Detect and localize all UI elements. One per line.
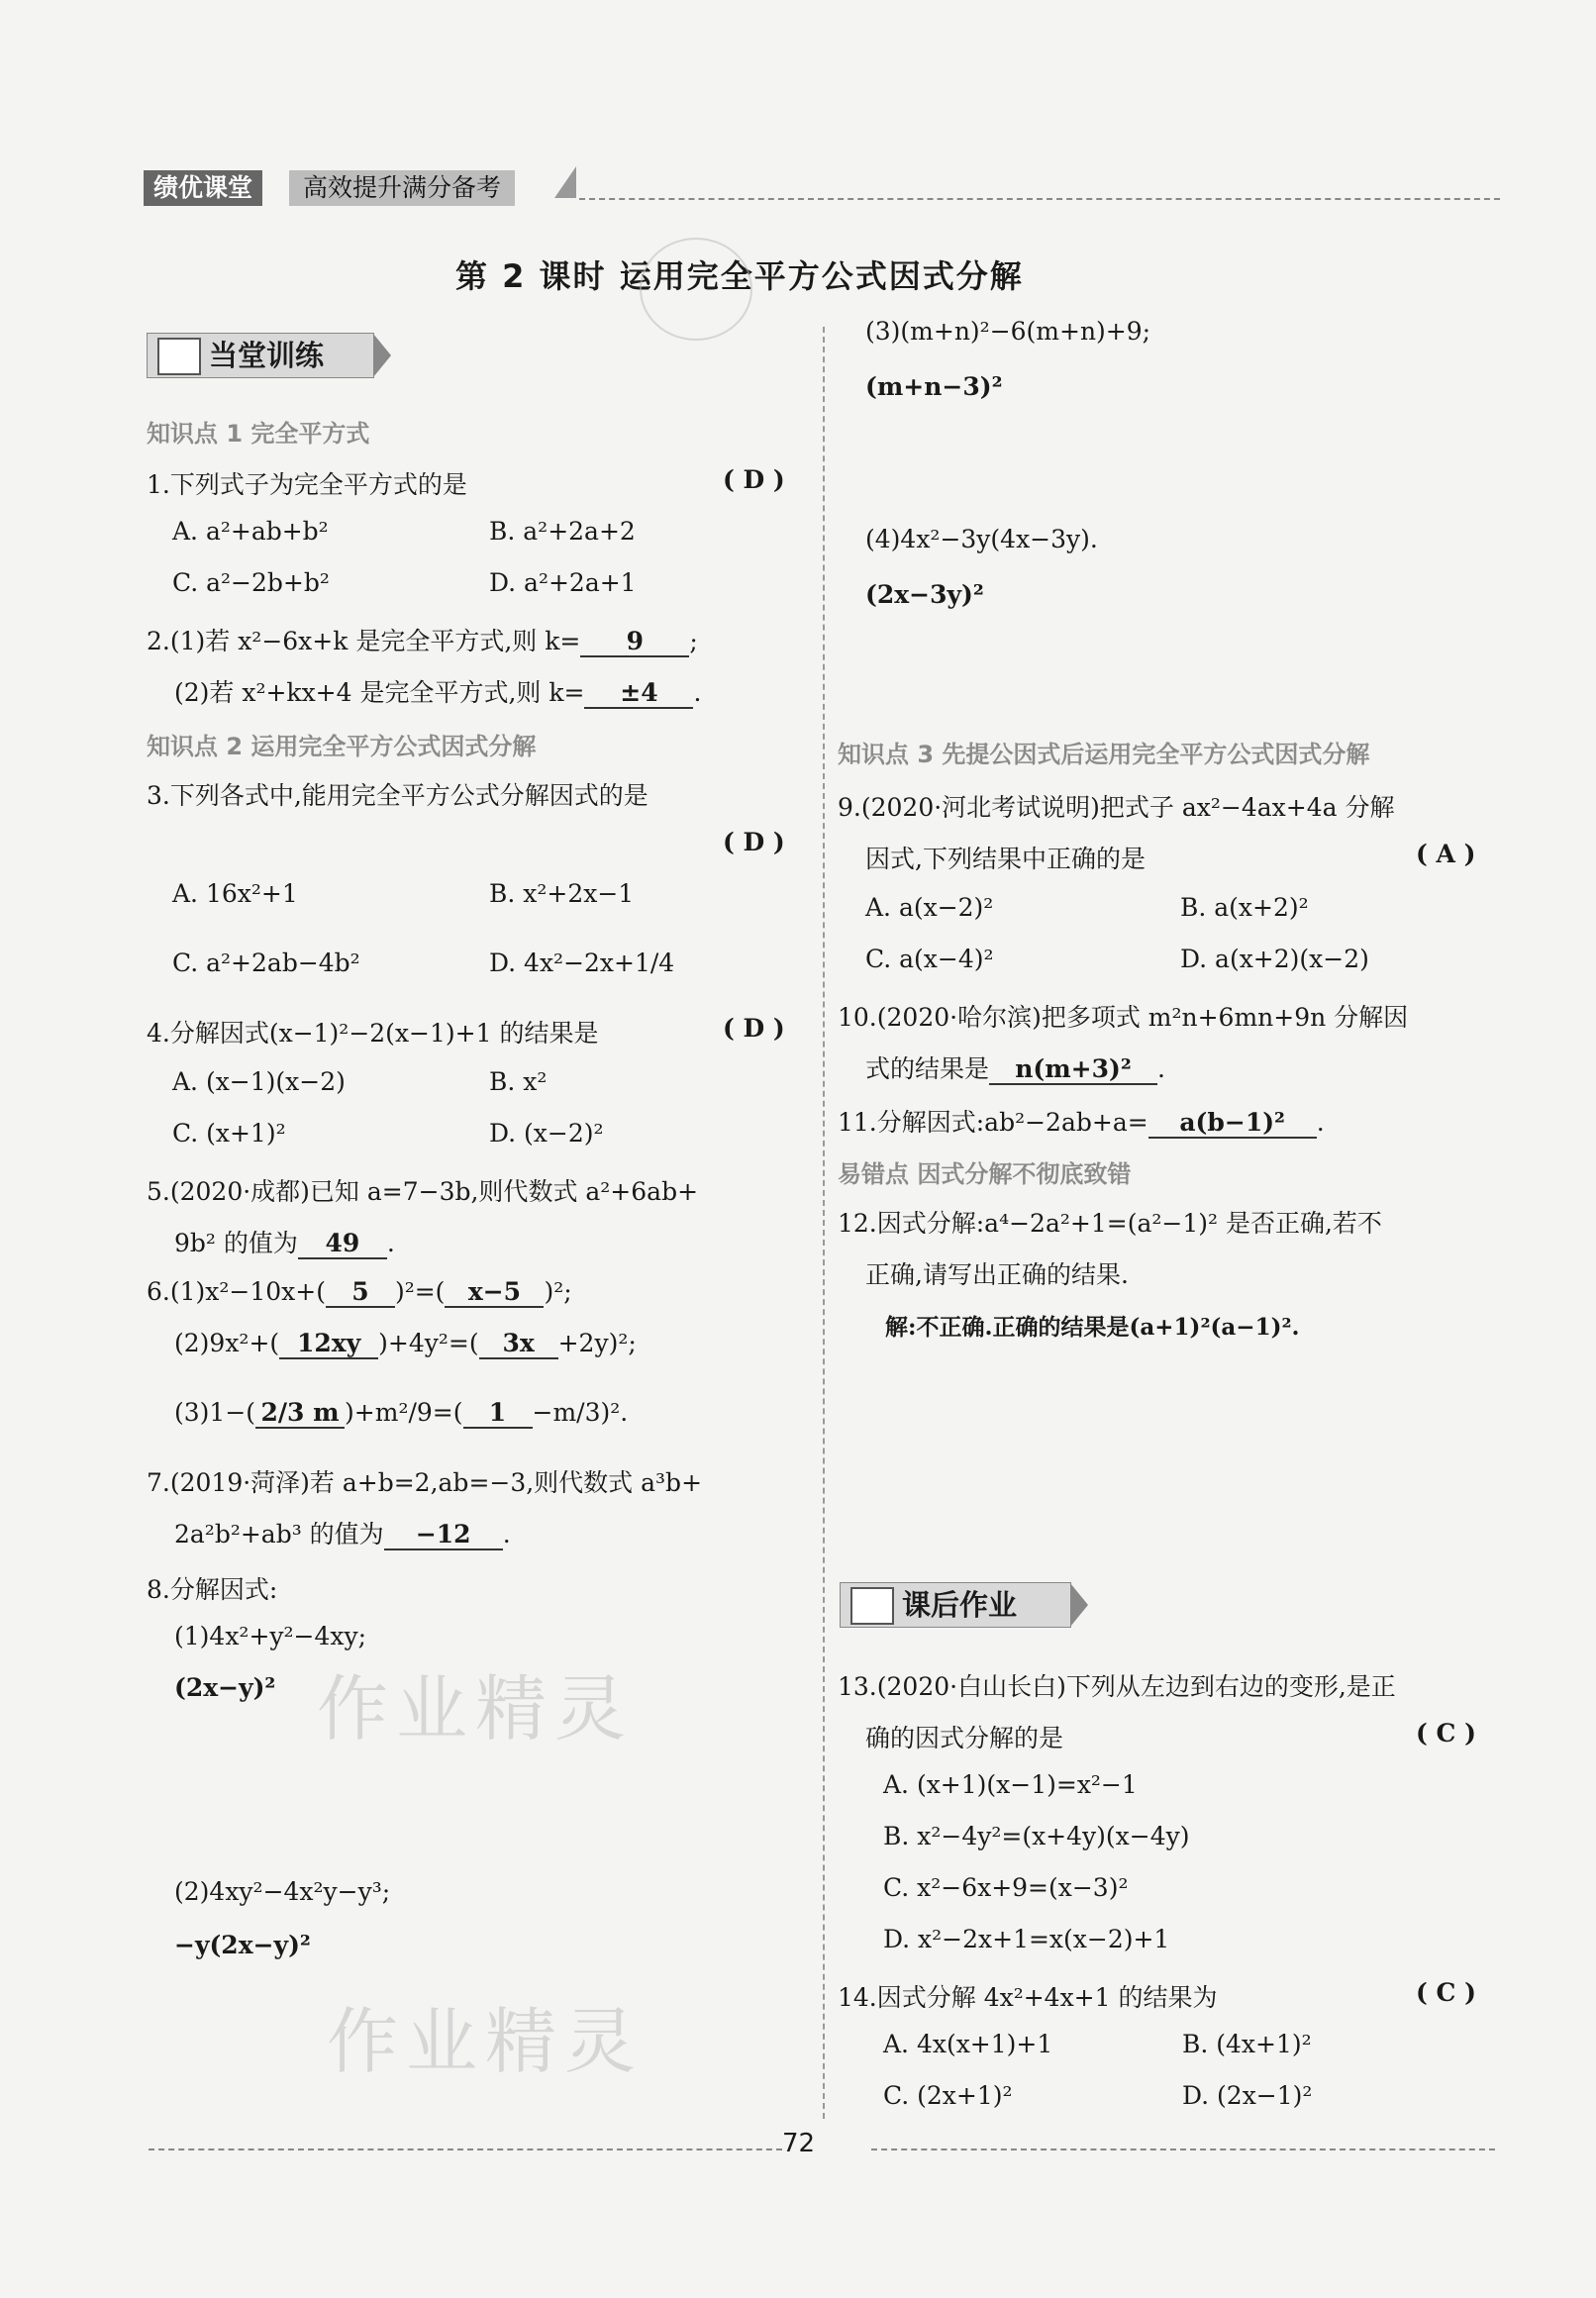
- watermark-2: 作业精灵: [327, 2000, 645, 2083]
- q6-3-c: −m/3)².: [532, 1398, 629, 1427]
- q9-answer: ( A ): [1416, 840, 1476, 868]
- q4-option-a: A. (x−1)(x−2): [172, 1067, 346, 1096]
- q6-2-a: (2)9x²+(: [174, 1329, 280, 1357]
- q9-option-a: A. a(x−2)²: [865, 893, 994, 922]
- q13-answer: ( C ): [1416, 1719, 1476, 1748]
- q7-line1: 7.(2019·菏泽)若 a+b=2,ab=−3,则代数式 a³b+: [147, 1468, 703, 1497]
- q5-answer: 49: [298, 1229, 387, 1259]
- q3-answer: ( D ): [723, 828, 785, 856]
- q11-text: 11.分解因式:ab²−2ab+a=: [838, 1108, 1148, 1137]
- q2-1-text: 2.(1)若 x²−6x+k 是完全平方式,则 k=: [147, 627, 581, 655]
- q6-2-answer1: 12xy: [279, 1329, 378, 1359]
- q6-3-answer2: 1: [463, 1398, 533, 1429]
- q10-line2: [865, 1049, 1165, 1085]
- q14-text: 14.因式分解 4x²+4x+1 的结果为: [838, 1983, 1218, 2012]
- section-homework: [840, 1582, 1071, 1628]
- q9-option-d: D. a(x+2)(x−2): [1180, 945, 1369, 973]
- q5-text: 9b² 的值为: [174, 1229, 298, 1257]
- q3-option-d: D. 4x²−2x+1/4: [489, 949, 675, 977]
- q8-text: 8.分解因式:: [147, 1575, 278, 1604]
- q9-line2: 因式,下列结果中正确的是: [865, 845, 1146, 873]
- knowledge-point-1: 知识点 1 完全平方式: [147, 420, 370, 448]
- section-label: 当堂训练: [209, 339, 325, 372]
- q10-line1: 10.(2020·哈尔滨)把多项式 m²n+6mn+9n 分解因: [838, 1003, 1409, 1032]
- q6-3-b: )+m²/9=(: [345, 1398, 463, 1427]
- q4-option-d: D. (x−2)²: [489, 1119, 604, 1148]
- header-subtitle: 高效提升满分备考: [289, 170, 515, 206]
- q6-1-answer1: 5: [326, 1277, 395, 1308]
- q6-2-b: )+4y²=(: [378, 1329, 479, 1357]
- knowledge-point-2: 知识点 2 运用完全平方公式因式分解: [147, 733, 537, 760]
- q1-option-b: B. a²+2a+2: [489, 517, 636, 546]
- q3-option-b: B. x²+2x−1: [489, 879, 635, 908]
- error-point: 易错点 因式分解不彻底致错: [838, 1160, 1132, 1188]
- q6-1-b: )²=(: [394, 1277, 446, 1306]
- q2-2-answer: ±4: [584, 678, 693, 709]
- page-number: 72: [782, 2129, 816, 2158]
- footer-divider-left: [149, 2148, 782, 2150]
- q13-option-d: D. x²−2x+1=x(x−2)+1: [883, 1925, 1170, 1953]
- section-label: 课后作业: [902, 1588, 1018, 1622]
- footer-divider-right: [871, 2148, 1495, 2150]
- q4-answer: ( D ): [723, 1014, 785, 1043]
- q9-option-c: C. a(x−4)²: [865, 945, 994, 973]
- q5-end: .: [386, 1229, 395, 1257]
- q10-answer: n(m+3)²: [989, 1054, 1157, 1085]
- q14-option-b: B. (4x+1)²: [1182, 2030, 1312, 2058]
- q14-option-a: A. 4x(x+1)+1: [883, 2030, 1053, 2058]
- q2-part2: [174, 673, 701, 709]
- q3-option-a: A. 16x²+1: [172, 879, 298, 908]
- q5-line2: [174, 1224, 395, 1259]
- q1-answer: ( D ): [723, 465, 785, 494]
- page-title: 第 2 课时 运用完全平方公式因式分解: [455, 257, 1024, 295]
- q3-text: 3.下列各式中,能用完全平方公式分解因式的是: [147, 781, 648, 810]
- q11-line: [838, 1103, 1325, 1139]
- q8-1-text: (1)4x²+y²−4xy;: [174, 1622, 367, 1650]
- q8-3-answer: (m+n−3)²: [865, 372, 1003, 401]
- watermark-1: 作业精灵: [317, 1667, 635, 1750]
- q2-2-text: (2)若 x²+kx+4 是完全平方式,则 k=: [174, 678, 585, 707]
- q3-option-c: C. a²+2ab−4b²: [172, 949, 360, 977]
- q8-3-text: (3)(m+n)²−6(m+n)+9;: [865, 317, 1151, 346]
- pencil-icon: [850, 1587, 894, 1625]
- q10-end: .: [1157, 1054, 1165, 1083]
- q2-2-end: .: [693, 678, 702, 707]
- q14-option-d: D. (2x−1)²: [1182, 2081, 1313, 2110]
- q8-2-answer: −y(2x−y)²: [174, 1931, 311, 1959]
- q14-answer: ( C ): [1416, 1978, 1476, 2007]
- arrow-icon: [373, 334, 391, 377]
- q2-part1: [147, 622, 698, 657]
- q8-2-text: (2)4xy²−4x²y−y³;: [174, 1877, 391, 1906]
- q1-option-a: A. a²+ab+b²: [172, 517, 329, 546]
- q6-2-answer2: 3x: [479, 1329, 558, 1359]
- q7-end: .: [502, 1520, 511, 1549]
- q13-option-c: C. x²−6x+9=(x−3)²: [883, 1873, 1129, 1902]
- q8-4-answer: (2x−3y)²: [865, 580, 984, 609]
- stamp-icon: [640, 238, 752, 341]
- q7-answer: −12: [384, 1520, 503, 1550]
- q1-text: 1.下列式子为完全平方式的是: [147, 470, 467, 499]
- q6-1-c: )²;: [544, 1277, 572, 1306]
- q6-part1: [147, 1277, 572, 1308]
- q4-option-b: B. x²: [489, 1067, 548, 1096]
- q6-2-c: +2y)²;: [557, 1329, 637, 1357]
- column-divider: [823, 327, 825, 2119]
- q6-1-answer2: x−5: [445, 1277, 544, 1308]
- q12-line1: 12.因式分解:a⁴−2a²+1=(a²−1)² 是否正确,若不: [838, 1209, 1382, 1238]
- q12-answer: 解:不正确.正确的结果是(a+1)²(a−1)².: [885, 1314, 1300, 1341]
- q11-answer: a(b−1)²: [1148, 1108, 1317, 1139]
- q8-4-text: (4)4x²−3y(4x−3y).: [865, 525, 1098, 553]
- q13-line1: 13.(2020·白山长白)下列从左边到右边的变形,是正: [838, 1672, 1396, 1701]
- q13-line2: 确的因式分解的是: [865, 1724, 1064, 1752]
- q2-1-end: ;: [689, 627, 698, 655]
- q6-part3: [174, 1398, 628, 1429]
- q1-option-d: D. a²+2a+1: [489, 568, 637, 597]
- q12-line2: 正确,请写出正确的结果.: [865, 1260, 1129, 1289]
- q7-text: 2a²b²+ab³ 的值为: [174, 1520, 384, 1549]
- q2-1-answer: 9: [580, 627, 689, 657]
- arrow-icon: [1070, 1583, 1088, 1627]
- q6-part2: [174, 1329, 637, 1359]
- q4-option-c: C. (x+1)²: [172, 1119, 286, 1148]
- q9-option-b: B. a(x+2)²: [1180, 893, 1309, 922]
- q9-line1: 9.(2020·河北考试说明)把式子 ax²−4ax+4a 分解: [838, 793, 1395, 822]
- notebook-icon: [157, 338, 201, 375]
- q6-1-a: 6.(1)x²−10x+(: [147, 1277, 326, 1306]
- q4-text: 4.分解因式(x−1)²−2(x−1)+1 的结果是: [147, 1019, 599, 1048]
- q14-option-c: C. (2x+1)²: [883, 2081, 1013, 2110]
- q5-line1: 5.(2020·成都)已知 a=7−3b,则代数式 a²+6ab+: [147, 1177, 699, 1206]
- q6-3-a: (3)1−(: [174, 1398, 256, 1427]
- q7-line2: [174, 1515, 511, 1550]
- q13-option-b: B. x²−4y²=(x+4y)(x−4y): [883, 1822, 1190, 1850]
- q1-option-c: C. a²−2b+b²: [172, 568, 330, 597]
- section-class-training: [147, 333, 374, 378]
- q13-option-a: A. (x+1)(x−1)=x²−1: [883, 1770, 1138, 1799]
- header-divider: [579, 198, 1500, 200]
- q10-text: 式的结果是: [865, 1054, 990, 1083]
- q6-3-answer1: 2/3 m: [255, 1398, 345, 1429]
- q8-1-answer: (2x−y)²: [174, 1673, 276, 1702]
- header-triangle-icon: [554, 166, 576, 198]
- knowledge-point-3: 知识点 3 先提公因式后运用完全平方公式因式分解: [838, 741, 1370, 768]
- q11-end: .: [1316, 1108, 1325, 1137]
- header-tag: 绩优课堂: [144, 170, 262, 206]
